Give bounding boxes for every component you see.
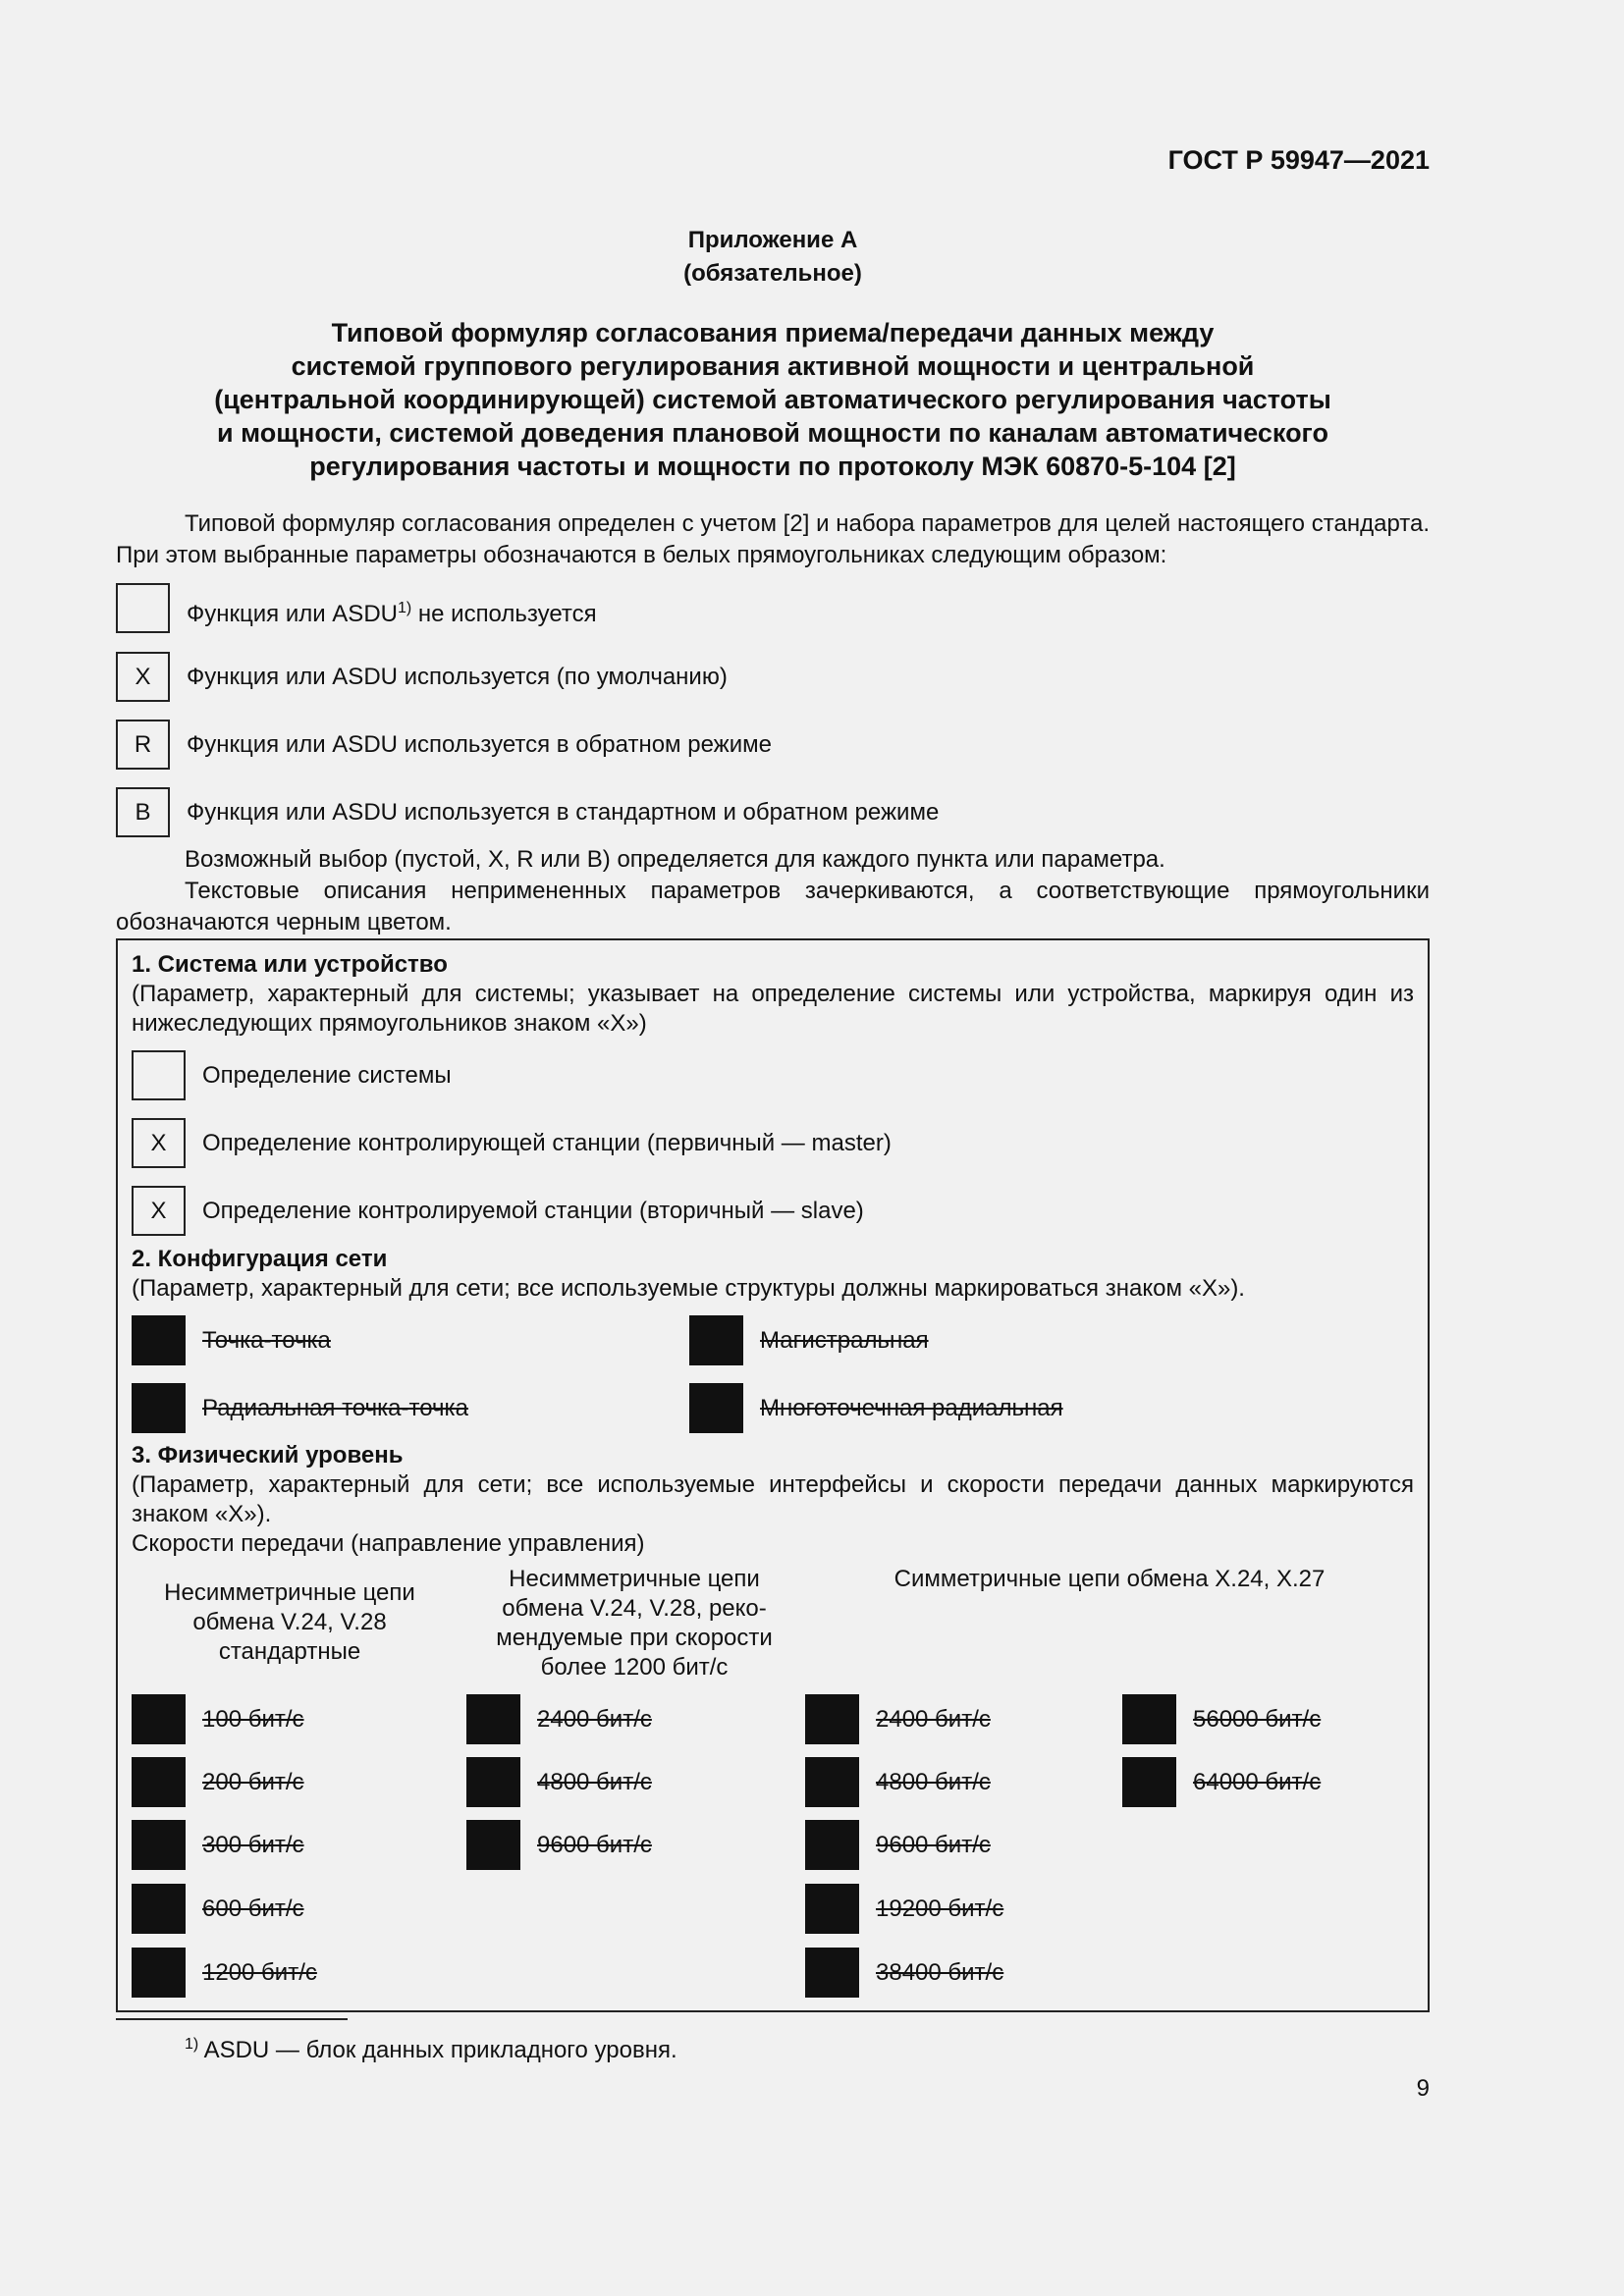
slave-station-checkbox[interactable]: X xyxy=(132,1186,186,1236)
legend-box-b[interactable]: B xyxy=(116,787,170,837)
note-choice: Возможный выбор (пустой, X, R или B) определяется для каждого пункта или параметра. xyxy=(185,846,1165,873)
section-2-title: 2. Конфигурация сети xyxy=(132,1246,388,1272)
section-3-desc: (Параметр, характерный для сети; все используемые интерфейсы и скорости передачи данных маркируются знаком «X»). xyxy=(132,1471,1414,1527)
speed-checkbox[interactable] xyxy=(132,1884,186,1934)
page-number: 9 xyxy=(1416,2075,1430,2102)
speed-checkbox[interactable] xyxy=(132,1820,186,1870)
speed-label: 2400 бит/с xyxy=(876,1706,991,1733)
point-to-point-checkbox[interactable] xyxy=(132,1315,186,1365)
speed-label: 64000 бит/с xyxy=(1193,1769,1322,1795)
speed-checkbox[interactable] xyxy=(466,1820,520,1870)
speed-checkbox[interactable] xyxy=(466,1757,520,1807)
title-line: системой группового регулирования активной мощности и центральной xyxy=(291,351,1255,381)
speed-checkbox[interactable] xyxy=(805,1694,859,1744)
legend-box-x[interactable]: X xyxy=(116,652,170,702)
title-line: и мощности, системой доведения плановой мощности по каналам автоматического xyxy=(217,418,1328,448)
speed-label: 300 бит/с xyxy=(202,1832,304,1858)
footnote xyxy=(185,2030,677,2065)
col3-heading: Симметричные цепи обмена X.24, X.27 xyxy=(893,1566,1326,1592)
master-station-label: Определение контролирующей станции (первичный — master) xyxy=(202,1130,892,1156)
legend-box-r[interactable]: R xyxy=(116,720,170,770)
section-1-desc: (Параметр, характерный для системы; указывает на определение системы или устройства, маркируя один из нижеследующих прямоугольников знаком «X») xyxy=(132,981,1414,1037)
speed-checkbox[interactable] xyxy=(1122,1757,1176,1807)
legend-text-unused: Функция или ASDU$^{1)}$ не используется xyxy=(187,600,597,627)
legend-text-both: Функция или ASDU используется в стандартном и обратном режиме xyxy=(187,799,940,826)
intro-paragraph: Типовой формуляр согласования определен с учетом [2] и набора параметров для целей настоящего стандарта. При этом выбранные параметры обозначаются в белых прямоугольниках следующим образом: xyxy=(116,510,1430,568)
speed-checkbox[interactable] xyxy=(466,1694,520,1744)
annex-status: (обязательное) xyxy=(683,260,862,287)
col1-heading: Несимметричные цепи обмена V.24, V.28 стандартные xyxy=(164,1579,415,1665)
title-line: (центральной координирующей) системой автоматического регулирования частоты xyxy=(214,385,1331,414)
title-line: Типовой формуляр согласования приема/передачи данных между xyxy=(331,318,1215,347)
legend-text-reverse: Функция или ASDU используется в обратном режиме xyxy=(187,731,772,758)
speed-checkbox[interactable] xyxy=(132,1948,186,1998)
speed-label: 100 бит/с xyxy=(202,1706,304,1733)
section-2-desc: (Параметр, характерный для сети; все используемые структуры должны маркироваться знаком «X»). xyxy=(132,1275,1245,1302)
speed-label: 19200 бит/с xyxy=(876,1896,1004,1922)
section-3-title: 3. Физический уровень xyxy=(132,1442,404,1468)
col2-heading: Несимметричные цепи обмена V.24, V.28, реко- мендуемые при скорости более 1200 бит/с xyxy=(496,1566,773,1681)
section-2 xyxy=(132,1245,1414,1304)
speed-label: 200 бит/с xyxy=(202,1769,304,1795)
speed-label: 4800 бит/с xyxy=(537,1769,652,1795)
multipoint-partyline-checkbox[interactable] xyxy=(689,1315,743,1365)
section-1-title: 1. Система или устройство xyxy=(132,951,448,978)
legend-text-default: Функция или ASDU используется (по умолчанию) xyxy=(187,664,728,690)
speed-checkbox[interactable] xyxy=(805,1757,859,1807)
multiple-point-to-point-label: Радиальная точка-точка xyxy=(202,1395,468,1421)
footnote-text: ASDU — блок данных прикладного уровня. xyxy=(198,2037,677,2063)
speed-checkbox[interactable] xyxy=(805,1884,859,1934)
multiple-point-to-point-checkbox[interactable] xyxy=(132,1383,186,1433)
speed-label: 1200 бит/с xyxy=(202,1959,317,1986)
speed-label: 2400 бит/с xyxy=(537,1706,652,1733)
speed-label: 9600 бит/с xyxy=(876,1832,991,1858)
speed-checkbox[interactable] xyxy=(132,1694,186,1744)
legend-box-empty[interactable] xyxy=(116,583,170,633)
master-station-checkbox[interactable]: X xyxy=(132,1118,186,1168)
speed-checkbox[interactable] xyxy=(805,1820,859,1870)
speed-checkbox[interactable] xyxy=(1122,1694,1176,1744)
speed-label: 56000 бит/с xyxy=(1193,1706,1322,1733)
document-id: ГОСТ Р 59947—2021 xyxy=(1167,145,1430,175)
speed-checkbox[interactable] xyxy=(132,1757,186,1807)
title-line: регулирования частоты и мощности по протоколу МЭК 60870-5-104 [2] xyxy=(309,452,1236,481)
footnote-separator xyxy=(116,2018,348,2020)
section-3 xyxy=(132,1441,1414,1559)
document-title xyxy=(116,316,1430,483)
multipoint-partyline-label: Магистральная xyxy=(760,1327,929,1354)
system-definition-checkbox[interactable] xyxy=(132,1050,186,1100)
multipoint-star-checkbox[interactable] xyxy=(689,1383,743,1433)
speed-label: 38400 бит/с xyxy=(876,1959,1004,1986)
slave-station-label: Определение контролируемой станции (вторичный — slave) xyxy=(202,1198,864,1224)
speed-checkbox[interactable] xyxy=(805,1948,859,1998)
annex-heading xyxy=(116,224,1430,291)
note-strike: Текстовые описания непримененных параметров зачеркиваются, а соответствующие прямоугольники обозначаются черным цветом. xyxy=(116,878,1430,935)
annex-title: Приложение А xyxy=(687,227,858,253)
point-to-point-label: Точка-точка xyxy=(202,1327,331,1354)
speed-label: 4800 бит/с xyxy=(876,1769,991,1795)
section-3-subtitle: Скорости передачи (направление управления) xyxy=(132,1530,645,1557)
multipoint-star-label: Многоточечная радиальная xyxy=(760,1395,1063,1421)
system-definition-label: Определение системы xyxy=(202,1062,452,1089)
speed-label: 600 бит/с xyxy=(202,1896,304,1922)
footnote-mark: 1) xyxy=(185,2036,199,2053)
footnote-ref: 1) xyxy=(397,600,412,616)
section-1 xyxy=(132,950,1414,1039)
speed-label: 9600 бит/с xyxy=(537,1832,652,1858)
